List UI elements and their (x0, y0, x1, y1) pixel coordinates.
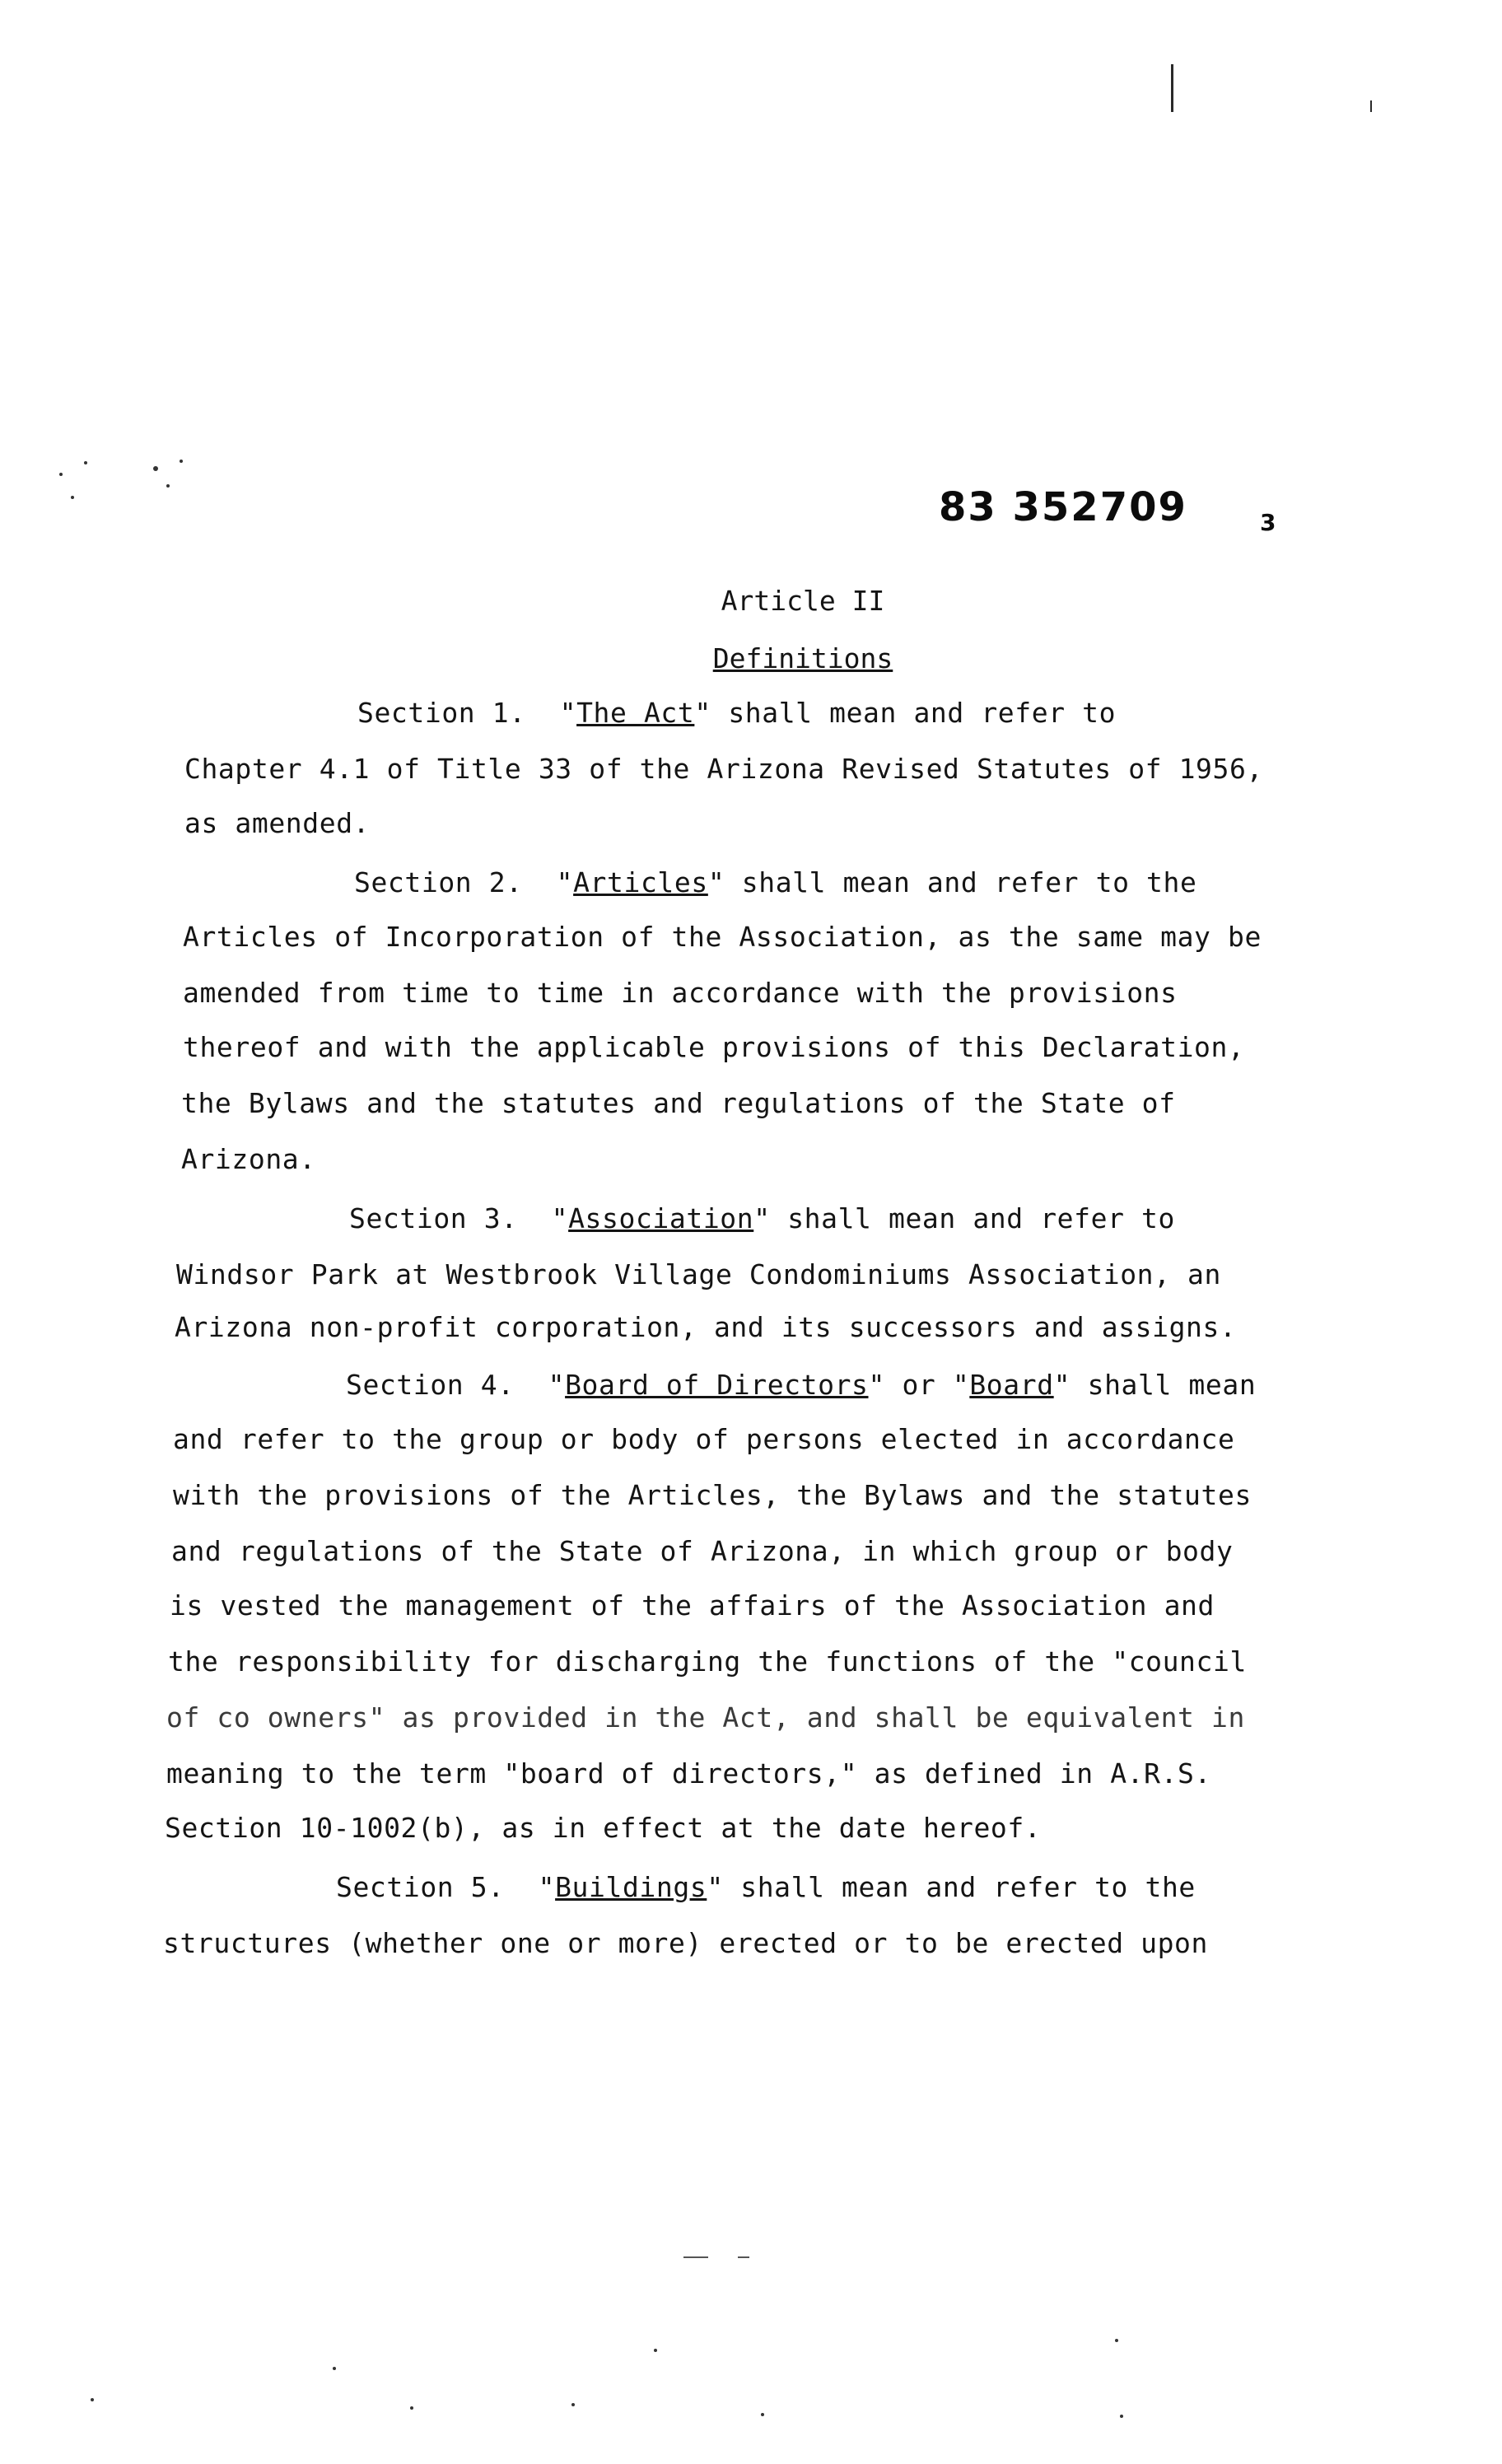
section-4-label: Section 4. (346, 1369, 515, 1401)
scan-speck (761, 2413, 764, 2416)
recording-number: 83 352709 (939, 484, 1187, 530)
scan-speck (333, 2367, 336, 2370)
section-2-line: amended from time to time in accordance with the provisions (183, 977, 1178, 1009)
section-3-line: Windsor Park at Westbrook Village Condominiums Association, an (176, 1258, 1221, 1290)
article-subtitle: Definitions (712, 642, 893, 674)
section-1-line: Chapter 4.1 of Title 33 of the Arizona Revised Statutes of 1956, (184, 753, 1263, 785)
scan-speck (1120, 2415, 1123, 2418)
scan-speck (1115, 2339, 1118, 2342)
section-2-line: the Bylaws and the statutes and regulations of the State of (181, 1087, 1176, 1119)
section-3-rest: shall mean and refer to (787, 1202, 1175, 1234)
scan-speck (166, 484, 170, 488)
scan-speck (654, 2349, 657, 2352)
section-4-line: and regulations of the State of Arizona, in which group or body (171, 1535, 1234, 1567)
section-1-heading-line: Section 1. "The Act" shall mean and refer to (357, 697, 1117, 729)
section-5-term: Buildings (555, 1871, 707, 1903)
scan-speck (571, 2403, 575, 2406)
section-4-mid: or (902, 1369, 936, 1401)
section-4-line: meaning to the term "board of directors," as defined in A.R.S. (166, 1757, 1211, 1790)
section-3-line: Arizona non-profit corporation, and its successors and assigns. (175, 1311, 1237, 1343)
page-number: 3 (1260, 509, 1276, 536)
scan-speck (180, 460, 183, 463)
section-2-line: Articles of Incorporation of the Association, as the same may be (183, 921, 1262, 953)
section-2-rest: shall mean and refer to the (741, 866, 1197, 898)
section-3-heading-line: Section 3. "Association" shall mean and refer to (349, 1202, 1175, 1234)
section-5-heading-line: Section 5. "Buildings" shall mean and refer to the (336, 1871, 1196, 1903)
section-4-heading-line: Section 4. "Board of Directors" or "Board" shall mean (346, 1369, 1257, 1401)
section-4-line: and refer to the group or body of persons elected in accordance (173, 1423, 1235, 1455)
scan-mark (683, 2256, 708, 2258)
section-4-term: Board of Directors (565, 1369, 869, 1401)
scan-speck (71, 496, 74, 499)
section-2-line: thereof and with the applicable provisions of this Declaration, (183, 1031, 1245, 1063)
section-4-line: is vested the management of the affairs of the Association and (170, 1589, 1215, 1622)
scan-mark (1171, 64, 1173, 112)
section-1-rest: shall mean and refer to (728, 697, 1117, 729)
section-4-line: with the provisions of the Articles, the Bylaws and the statutes (173, 1479, 1252, 1511)
section-1-term: The Act (576, 697, 695, 729)
section-5-rest: shall mean and refer to the (740, 1871, 1196, 1903)
section-1-label: Section 1. (357, 697, 526, 729)
section-5-label: Section 5. (336, 1871, 505, 1903)
section-3-term: Association (568, 1202, 754, 1234)
section-4-line: of co owners" as provided in the Act, and shall be equivalent in (166, 1701, 1245, 1734)
section-2-heading-line: Section 2. "Articles" shall mean and refer to the (354, 866, 1197, 898)
section-3-label: Section 3. (349, 1202, 518, 1234)
scan-speck (153, 466, 158, 471)
section-5-line: structures (whether one or more) erected or to be erected upon (163, 1927, 1208, 1959)
scan-mark (1370, 100, 1372, 112)
section-2-label: Section 2. (354, 866, 523, 898)
scan-speck (59, 473, 63, 476)
section-1-line: as amended. (184, 807, 371, 839)
section-2-line: Arizona. (181, 1143, 316, 1175)
scan-speck (410, 2406, 413, 2410)
section-4-line: the responsibility for discharging the functions of the "council (168, 1645, 1247, 1678)
section-2-term: Articles (573, 866, 708, 898)
scan-mark (738, 2256, 749, 2258)
section-4-term-2: Board (969, 1369, 1054, 1401)
article-title: Article II (721, 585, 885, 617)
section-4-rest: shall mean (1087, 1369, 1257, 1401)
section-4-line: Section 10-1002(b), as in effect at the date hereof. (165, 1812, 1042, 1844)
scan-speck (91, 2398, 94, 2401)
scan-speck (84, 461, 87, 464)
